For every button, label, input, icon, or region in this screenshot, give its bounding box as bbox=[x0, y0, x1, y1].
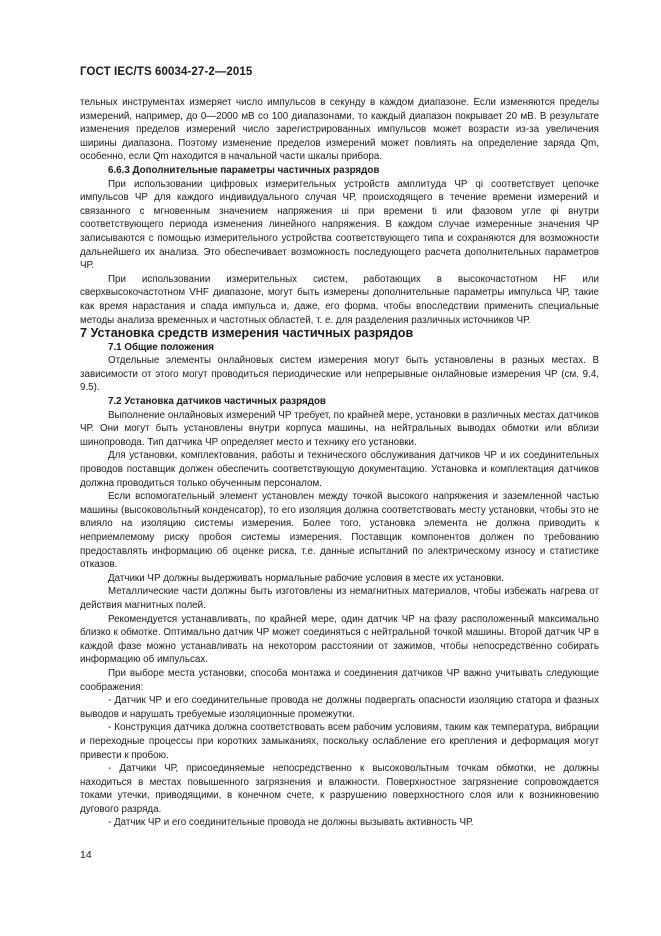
paragraph-intro: тельных инструментах измеряет число импульсов в секунду в каждом диапазоне. Если изменяются пределы измерений, например, до 0—2000 мВ со 100 диапазонами, то каждый диапазон покрывает 20 мВ. В результате изменения пределов измерений число зарегистрированных импульсов может возрасти из-за увеличения ширины диапазона. Поэтому изменение пределов измерений может повлиять на определение заряда Qm, особенно, если Qm находится в начальной части шкалы прибора. bbox=[80, 97, 599, 163]
section-heading-7-1: 7.1 Общие положения bbox=[108, 341, 215, 353]
paragraph-7-2-1: Выполнение онлайновых измерений ЧР требует, по крайней мере, установки в различных местах датчиков ЧР. Они могут быть установлены внутри корпуса машины, на нейтральных выводах обмотки или вблизи шинопровода. Тип датчика ЧР определяет место и технику его установки. bbox=[80, 409, 599, 448]
section-heading-7: 7 Установка средств измерения частичных разрядов bbox=[80, 326, 414, 341]
paragraph-7-2-4: Датчики ЧР должны выдерживать нормальные рабочие условия в месте их установки. bbox=[108, 572, 504, 584]
document-body bbox=[80, 96, 599, 830]
paragraph-6-6-3-2: При использовании измерительных систем, работающих в высокочастотном HF или сверхвысокочастотном VHF диапазоне, могут быть измерены дополнительные параметры импульса ЧР, такие как время нарастания и спада импульса и, даже, его форма, чтобы впоследствии применить специальные методы анализа временных и частотных областей, т. е. для разделения различных источников ЧР. bbox=[80, 273, 599, 326]
section-heading-7-2: 7.2 Установка датчиков частичных разрядов bbox=[108, 396, 326, 408]
section-heading-6-6-3: 6.6.3 Дополнительные параметры частичных разрядов bbox=[108, 164, 380, 176]
paragraph-7-2-3: Если вспомогательный элемент установлен между точкой высокого напряжения и заземленной частью машины (высоковольтный конденсатор), то его изоляция должна соответствовать месту установки, чтобы это не влияло на изоляцию системы измерения. Более того, установка элемента не должна приводить к неприемлемому риску пробоя системы измерения. Поставщик компонентов должен по требованию предоставлять информацию об оценке риска, т.е. данные испытаний по электрическому износу и статистике отказов. bbox=[80, 491, 599, 571]
paragraph-7-2-5: Металлические части должны быть изготовлены из немагнитных материалов, чтобы избежать нагрева от действия магнитных полей. bbox=[80, 586, 599, 611]
paragraph-7-2-6: Рекомендуется устанавливать, по крайней мере, один датчик ЧР на фазу расположенный максимально близко к обмотке. Оптимально датчик ЧР может соединяться с нейтральной точкой машины. Второй датчик ЧР в каждой фазе можно устанавливать на некотором расстоянии от зажимов, чтобы непосредственно собирать информацию об импульсах. bbox=[80, 613, 599, 666]
paragraph-7-1: Отдельные элементы онлайновых систем измерения могут быть установлены в разных местах. В зависимости от этого могут проводиться периодические или непрерывные онлайновые измерения ЧР (см. 9.4, 9.5). bbox=[80, 355, 599, 394]
list-item: - Датчики ЧР, присоединяемые непосредственно к высоковольтным точкам обмотки, не должны находиться в местах повышенного загрязнения и влажности. Поверхностное загрязнение сопровождается токами утечки, приводящими, в конечном счете, к разрушению поверхностного слоя или к возникновению дугового разряда. bbox=[80, 763, 599, 815]
list-item: - Датчик ЧР и его соединительные провода не должны подвергать опасности изоляцию статора и фазных выводов и нарушать требуемые изоляционные промежутки. bbox=[80, 695, 599, 720]
paragraph-6-6-3-1: При использовании цифровых измерительных устройств амплитуда ЧР qi соответствует цепочке импульсов ЧР для каждого индивидуального случая ЧР, происходящего в течение времени измерений и связанного с мгновенным значением напряжения ui при времени ti или фазовом угле φi внутри соответствующего периода изменения линейного напряжения. В каждом случае измеренные значения ЧР записываются с помощью измерительного устройства соответствующего типа и сохраняются для возможности дальнейшего их анализа. Это обеспечивает возможность последующего расчета дополнительных параметров ЧР. bbox=[80, 178, 599, 272]
paragraph-7-2-7: При выборе места установки, способа монтажа и соединения датчиков ЧР важно учитывать следующие соображения: bbox=[80, 667, 599, 693]
list-item: - Конструкция датчика должна соответствовать всем рабочим условиям, таким как температура, вибрации и переходные процессы при коротких замыканиях, поскольку ослабление его крепления и деформация могут привести к пробою. bbox=[80, 722, 599, 761]
document-header: ГОСТ IEC/TS 60034-27-2—2015 bbox=[80, 66, 253, 78]
paragraph-7-2-2: Для установки, комплектования, работы и технического обслуживания датчиков ЧР и их соединительных проводов поставщик должен обеспечить соответствующую документацию. Установка и комплектация датчиков должна проводиться только обученным персоналом. bbox=[80, 450, 599, 489]
page-number: 14 bbox=[80, 849, 92, 861]
list-item: - Датчик ЧР и его соединительные провода не должны вызывать активность ЧР. bbox=[108, 817, 474, 829]
